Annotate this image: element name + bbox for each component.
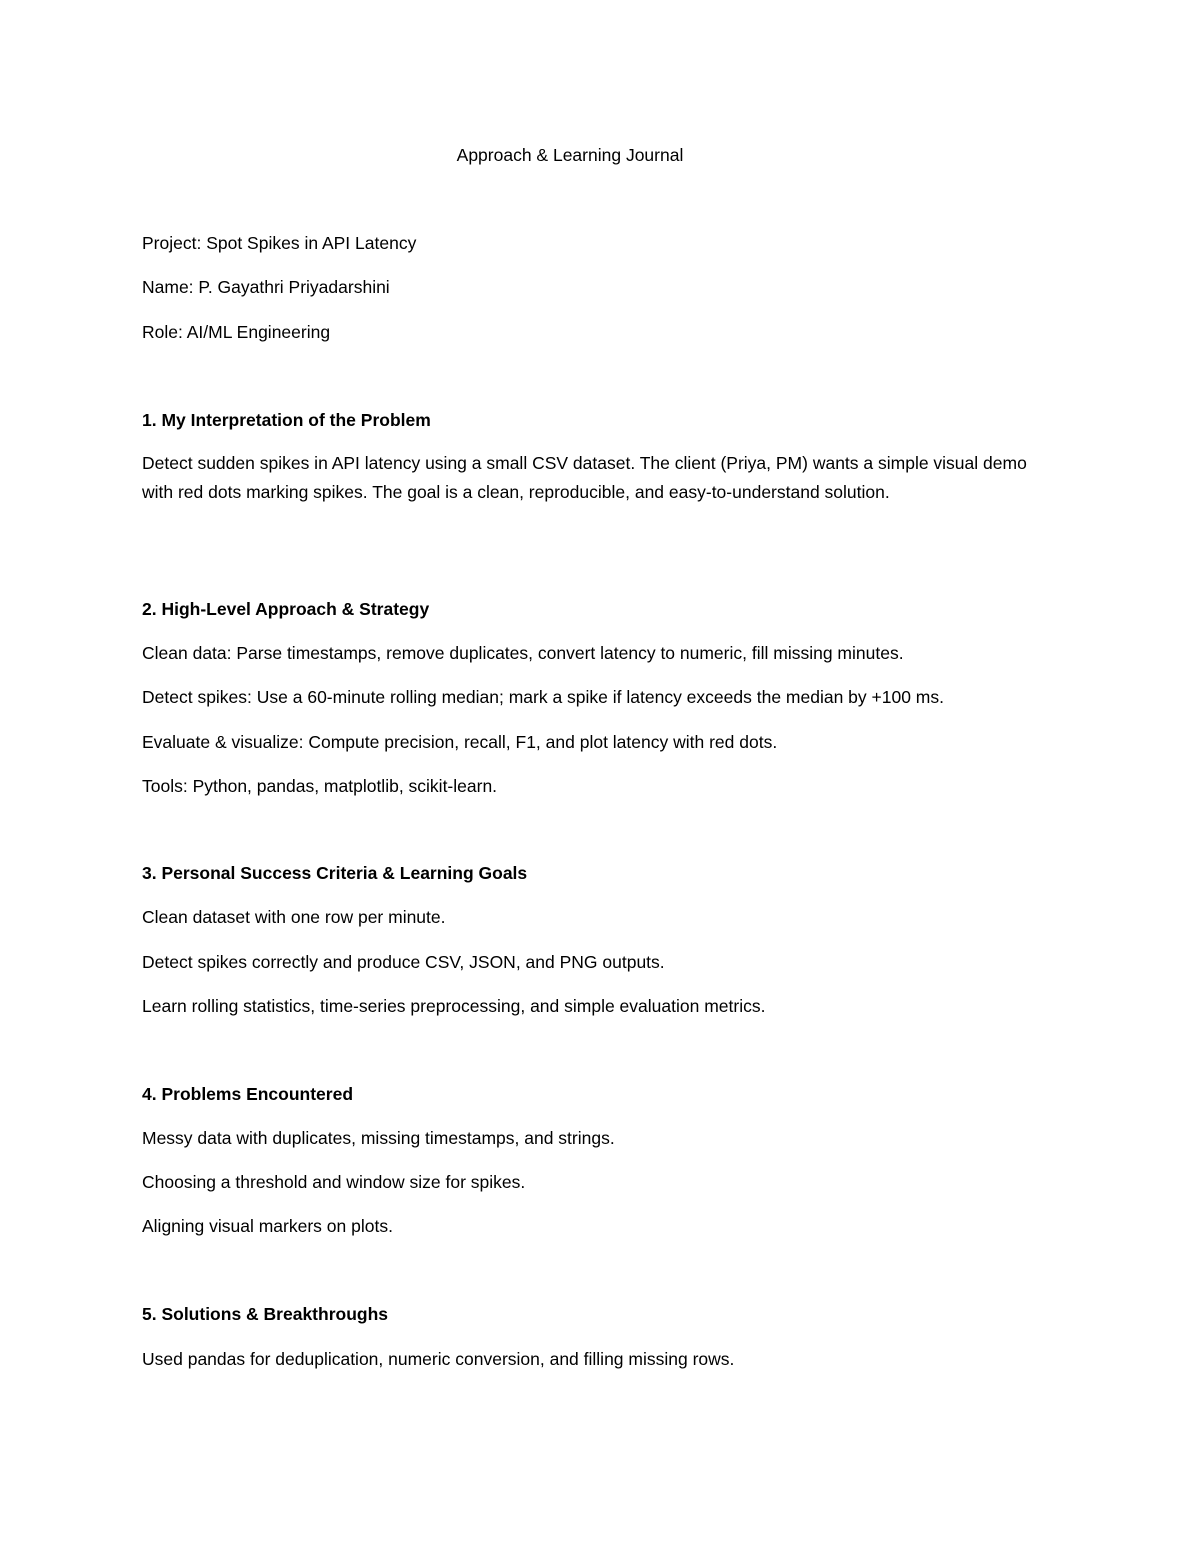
section-3-line-learn: Learn rolling statistics, time-series preprocessing, and simple evaluation metrics. [142, 996, 766, 1016]
name-line: Name: P. Gayathri Priyadarshini [142, 277, 390, 297]
section-2-line-clean-data: Clean data: Parse timestamps, remove duplicates, convert latency to numeric, fill missing minutes. [142, 643, 904, 663]
section-3-heading: 3. Personal Success Criteria & Learning Goals [142, 863, 528, 883]
page-title: Approach & Learning Journal [456, 145, 684, 165]
section-1-heading: 1. My Interpretation of the Problem [142, 410, 431, 430]
section-2-line-evaluate: Evaluate & visualize: Compute precision, recall, F1, and plot latency with red dots. [142, 732, 778, 752]
section-2-line-detect-spikes: Detect spikes: Use a 60-minute rolling median; mark a spike if latency exceeds the median by +100 ms. [142, 687, 944, 707]
section-4-line-threshold: Choosing a threshold and window size for spikes. [142, 1172, 526, 1192]
project-line: Project: Spot Spikes in API Latency [142, 233, 417, 253]
section-4-line-markers: Aligning visual markers on plots. [142, 1216, 393, 1236]
section-2-heading: 2. High-Level Approach & Strategy [142, 599, 430, 619]
section-1-paragraph: Detect sudden spikes in API latency using a small CSV dataset. The client (Priya, PM) wants a simple visual demo with red dots marking spikes. The goal is a clean, reproducible, and easy-to-understand solution. [142, 453, 1027, 502]
section-2-line-tools: Tools: Python, pandas, matplotlib, scikit-learn. [142, 776, 498, 796]
role-line: Role: AI/ML Engineering [142, 322, 331, 342]
section-4-line-messy-data: Messy data with duplicates, missing timestamps, and strings. [142, 1128, 615, 1148]
section-5-line-pandas: Used pandas for deduplication, numeric conversion, and filling missing rows. [142, 1349, 735, 1369]
section-3-line-clean-dataset: Clean dataset with one row per minute. [142, 907, 446, 927]
section-3-line-outputs: Detect spikes correctly and produce CSV, JSON, and PNG outputs. [142, 952, 665, 972]
section-4-heading: 4. Problems Encountered [142, 1084, 354, 1104]
section-5-heading: 5. Solutions & Breakthroughs [142, 1304, 388, 1324]
